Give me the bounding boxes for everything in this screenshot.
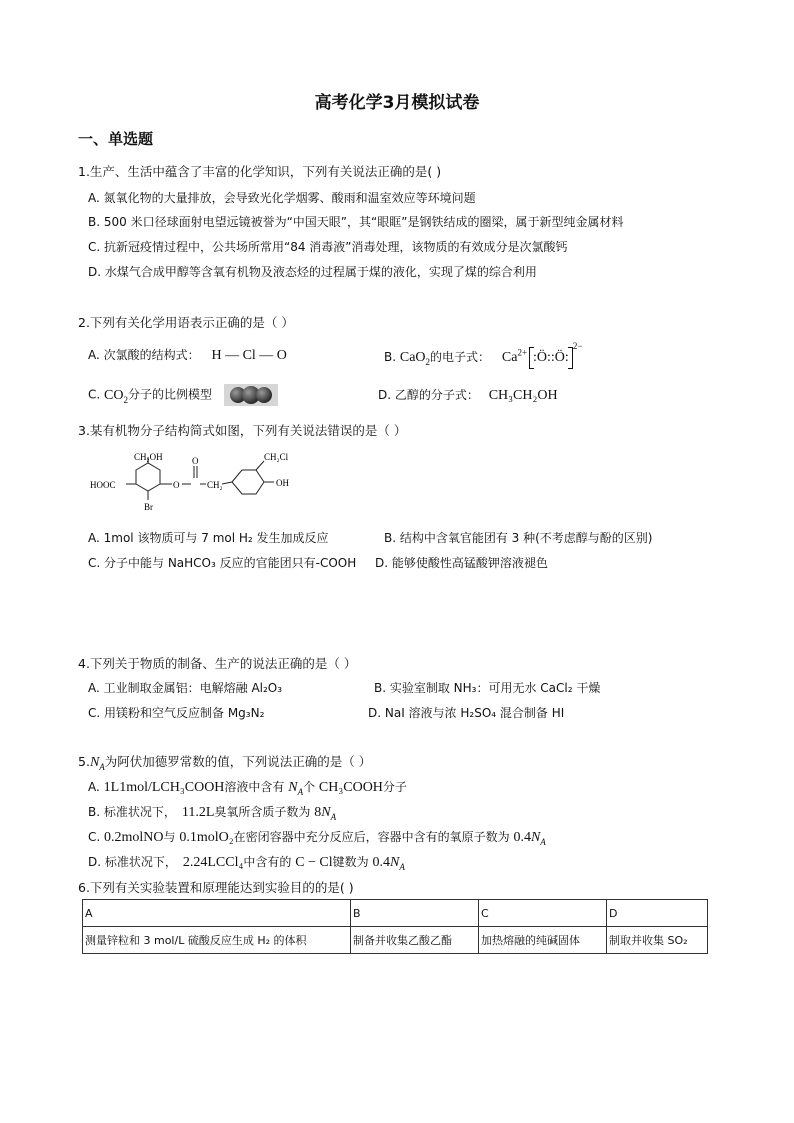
co2-space-filling-model <box>224 384 278 406</box>
cao2-formula: CaO$_2$ <box>399 350 431 367</box>
struct-ch2: CH₂ <box>207 480 223 490</box>
q2-option-c-label-post: 分子的比例模型 <box>127 387 212 402</box>
table-header-cell: C <box>479 900 607 927</box>
q5-option-d <box>88 853 405 872</box>
q5-c-value: 0.4 <box>513 830 531 845</box>
q1-option-d: D. 水煤气合成甲醇等含氧有机物及液态烃的过程属于煤的液化，实现了煤的综合利用 <box>88 265 537 279</box>
q1-option-a: A. 氮氧化物的大量排放，会导致光化学烟雾、酸雨和温室效应等环境问题 <box>88 191 476 205</box>
q5-d-mid2: 键数为 <box>332 855 373 869</box>
struct-hooc: HOOC <box>90 480 116 490</box>
table-cell: 制取并收集 SO₂ <box>607 927 708 954</box>
q5-c-formula: 0.2molNO <box>104 830 164 845</box>
table-header-cell: B <box>351 900 479 927</box>
q2-option-d <box>378 386 558 404</box>
q2-option-a <box>88 346 287 364</box>
q5-stem: $5.N_A$为阿伏加德罗常数的值，下列说法正确的是（ ） <box>78 754 372 772</box>
q2-stem: 2.下列有关化学用语表示正确的是（ ） <box>78 315 294 330</box>
struct-ch2cl: CH₂Cl <box>264 452 289 462</box>
q1-option-c: C. 抗新冠疫情过程中，公共场所常用“84 消毒液”消毒处理，该物质的有效成分是次氯酸钙 <box>88 240 568 254</box>
q5-option-c-label: C. <box>88 830 105 844</box>
q3-structure-diagram <box>86 448 306 520</box>
table-header-cell: A <box>83 900 351 927</box>
section-heading: 一、单选题 <box>78 130 154 148</box>
struct-br: Br <box>144 502 153 512</box>
q5-a-formula2: CH₃COOH <box>318 780 383 795</box>
q3-option-a: A. 1mol 该物质可与 7 mol H₂ 发生加成反应 <box>88 531 329 545</box>
na-symbol-c: $N_A$ <box>530 830 546 847</box>
q5-d-mid: 中含有的 <box>243 855 296 869</box>
q4-option-c: C. 用镁粉和空气反应制备 Mg₃N₂ <box>88 706 265 720</box>
na-symbol-a: $N_A$ <box>288 780 304 797</box>
q5-option-d-label: D. 标准状况下， <box>88 855 177 869</box>
na-symbol: $N_A$ <box>89 755 105 772</box>
q1-option-b: B. 500 米口径球面射电望远镜被誉为“中国天眼”，其“眼眶”是钢铁结成的圈梁，属于新型纯金属材料 <box>88 215 624 229</box>
q2-option-b <box>384 341 582 369</box>
table-cell: 测量锌粒和 3 mol/L 硫酸反应生成 H₂ 的体积 <box>83 927 351 954</box>
q3-stem: 3.某有机物分子结构简式如图，下列有关说法错误的是（ ） <box>78 423 407 438</box>
table-cell: 制备并收集乙酸乙酯 <box>351 927 479 954</box>
q3-option-b: B. 结构中含氧官能团有 3 种(不考虑醇与酚的区别) <box>384 531 653 545</box>
q5-option-a-label: A. <box>88 780 104 794</box>
q5-a-formula: 1L1mol/LCH₃COOH <box>103 780 225 795</box>
struct-o-ester: O <box>173 480 180 490</box>
na-symbol-b: $N_A$ <box>321 805 337 822</box>
q4-option-a: A. 工业制取金属铝：电解熔融 Al₂O₃ <box>88 681 283 695</box>
q5-d-formula: 2.24LCCl₄ <box>182 855 244 870</box>
q1-stem: 1.生产、生活中蕴含了丰富的化学知识，下列有关说法正确的是( ) <box>78 164 442 179</box>
table-cell: 加热熔融的纯碱固体 <box>479 927 607 954</box>
q2-option-a-formula: H — Cl — O <box>211 348 287 363</box>
struct-o-carbonyl: O <box>192 456 199 466</box>
q2-option-c-label: C. <box>88 387 105 402</box>
cao2-electron-formula: $Ca^{2+}$ :Ö::Ö:$^{2-}$ <box>502 350 583 365</box>
q5-c-formula2: 0.1molO₂ <box>179 830 234 845</box>
q2-option-b-label: B. <box>384 350 400 364</box>
q5-c-mid2: 在密闭容器中充分反应后，容器中含有的氧原子数为 <box>233 830 514 844</box>
q5-a-mid2: 个 <box>303 780 319 794</box>
q5-d-value: 0.4 <box>372 855 390 870</box>
q5-a-mid: 溶液中含有 <box>224 780 289 794</box>
q6-stem: 6.下列有关实验装置和原理能达到实验目的的是( ) <box>78 880 354 895</box>
q2-option-a-label: A. 次氯酸的结构式： <box>88 348 200 362</box>
q4-option-d: D. NaI 溶液与浓 H₂SO₄ 混合制备 HI <box>368 706 565 720</box>
q2-option-d-label: D. 乙醇的分子式： <box>378 388 479 402</box>
table-header-cell: D <box>607 900 708 927</box>
q5-option-c <box>88 828 546 847</box>
struct-ch2oh: CH₂OH <box>134 452 163 462</box>
q6-table <box>82 899 708 954</box>
table-header-row <box>83 900 708 927</box>
q3-option-d: D. 能够使酸性高锰酸钾溶液褪色 <box>375 556 548 570</box>
page-title: 高考化学3月模拟试卷 <box>314 93 480 113</box>
q3-option-c: C. 分子中能与 NaHCO₃ 反应的官能团只有-COOH <box>88 556 357 570</box>
struct-oh: OH <box>276 478 289 488</box>
table-row <box>83 927 708 954</box>
q4-stem: 4.下列关于物质的制备、生产的说法正确的是（ ） <box>78 656 357 671</box>
q5-option-b-label: B. 标准状况下， <box>88 805 176 819</box>
q5-c-mid: 与 <box>163 830 180 844</box>
q5-stem-text: 为阿伏加德罗常数的值，下列说法正确的是（ ） <box>104 754 372 769</box>
q5-b-formula: 11.2L <box>181 805 215 820</box>
na-symbol-d: $N_A$ <box>390 855 405 872</box>
q2-option-d-formula: CH₃CH₂OH <box>488 388 558 403</box>
q5-a-post: 分子 <box>382 780 407 794</box>
q5-b-mid: 臭氧所含质子数为 <box>214 805 315 819</box>
q5-option-b <box>88 803 336 822</box>
q4-option-b: B. 实验室制取 NH₃：可用无水 CaCl₂ 干燥 <box>374 681 601 695</box>
q5-d-bond: C − Cl <box>295 855 333 870</box>
q2-option-b-label-post: 的电子式： <box>430 350 491 364</box>
q5-b-value: 8 <box>314 805 322 820</box>
co2-formula: $CO_2$ <box>104 387 128 405</box>
q5-option-a <box>88 778 407 797</box>
q2-option-c <box>88 384 278 406</box>
